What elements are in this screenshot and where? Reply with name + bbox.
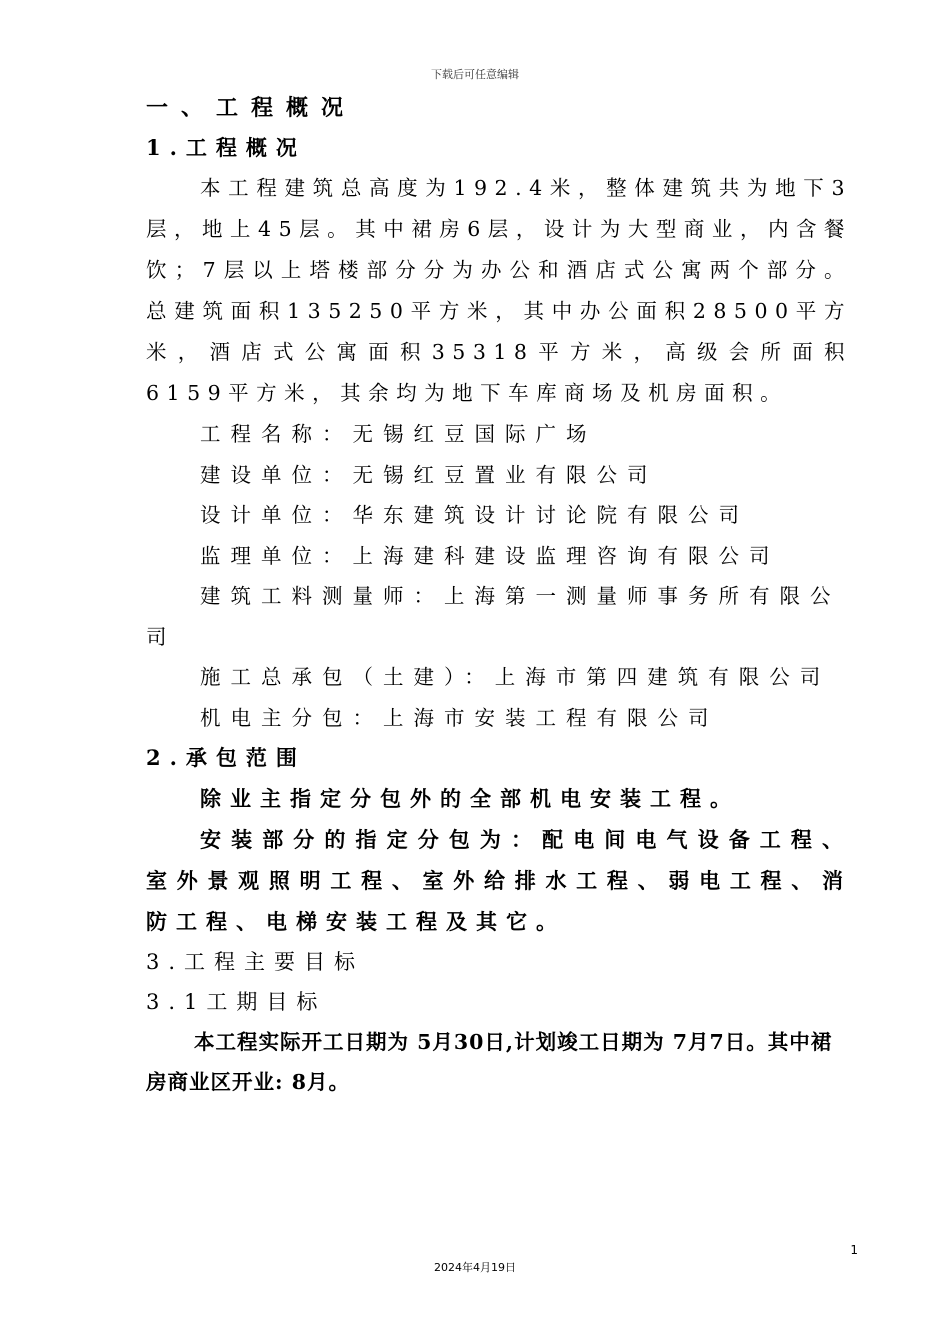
supervisor-item: 监理单位：上海建科建设监理咨询有限公司 (200, 543, 780, 568)
page-number: 1 (850, 1243, 858, 1257)
subsection-heading-schedule: 3.1工期目标 (146, 990, 327, 1014)
general-contractor-item: 施工总承包（土建）：上海市第四建筑有限公司 (200, 665, 831, 689)
scope-line-1: 除业主指定分包外的全部机电安装工程。 (200, 786, 740, 811)
owner-item: 建设单位：无锡红豆置业有限公司 (200, 462, 658, 487)
designer-item: 设计单位：华东建筑设计讨论院有限公司 (200, 503, 749, 527)
header-note: 下载后可任意编辑 (431, 68, 519, 81)
project-name-item: 工程名称：无锡红豆国际广场 (200, 422, 597, 446)
surveyor-item: 建筑工料测量师：上海第一测量师事务所有限公司 (146, 584, 841, 649)
footer-date: 2024年4月19日 (434, 1261, 516, 1274)
subsection-heading-overview: 1.工程概况 (146, 135, 306, 160)
schedule-paragraph: 本工程实际开工日期为 5月30日,计划竣工日期为 7月7日。其中裙房商业区开业: 8月。 (146, 1030, 833, 1094)
document-body (146, 88, 852, 1102)
subsection-heading-scope: 2.承包范围 (146, 745, 306, 770)
overview-paragraph: 本工程建筑总高度为192.4米，整体建筑共为地下3层，地上45层。其中裙房6层，设计为大型商业，内含餐饮；7层以上塔楼部分分为办公和酒店式公寓两个部分。总建筑面积135250平方米，其中办公面积28500平方米，酒店式公寓面积35318平方米，高级会所面积6159平方米，其余均为地下车库商场及机房面积。 (146, 176, 852, 405)
scope-line-2: 安装部分的指定分包为：配电间电气设备工程、室外景观照明工程、室外给排水工程、弱电工程、消防工程、电梯安装工程及其它。 (146, 827, 852, 934)
mep-subcontractor-item: 机电主分包：上海市安装工程有限公司 (200, 705, 719, 730)
subsection-heading-goals: 3.工程主要目标 (146, 950, 365, 974)
section-heading: 一、工程概况 (146, 95, 357, 121)
